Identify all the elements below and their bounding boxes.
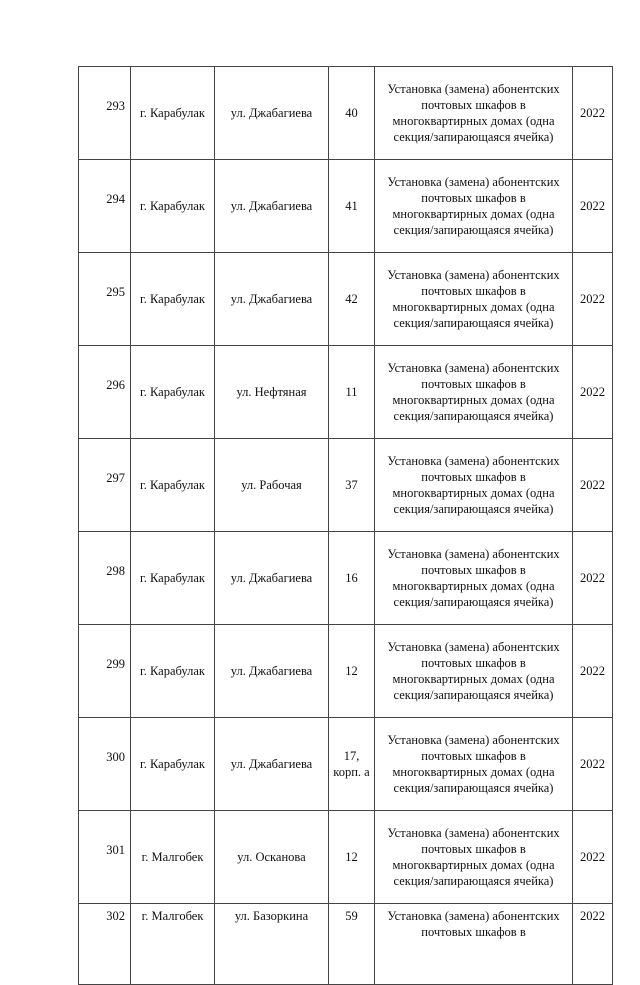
table-row bbox=[79, 625, 613, 718]
house-cell: 16 bbox=[329, 532, 375, 625]
street-cell: ул. Базоркина bbox=[215, 904, 329, 985]
house-cell: 12 bbox=[329, 625, 375, 718]
table-row bbox=[79, 253, 613, 346]
city-cell: г. Карабулак bbox=[131, 625, 215, 718]
street-cell: ул. Рабочая bbox=[215, 439, 329, 532]
city-cell: г. Малгобек bbox=[131, 811, 215, 904]
year-cell: 2022 bbox=[573, 625, 613, 718]
work-type-cell: Установка (замена) абонентских почтовых шкафов в многоквартирных домах (одна секция/запирающаяся ячейка) bbox=[375, 439, 573, 532]
year-cell: 2022 bbox=[573, 160, 613, 253]
table-row bbox=[79, 67, 613, 160]
work-type-cell: Установка (замена) абонентских почтовых шкафов в многоквартирных домах (одна секция/запирающаяся ячейка) bbox=[375, 253, 573, 346]
row-number: 295 bbox=[79, 253, 131, 346]
work-type-cell: Установка (замена) абонентских почтовых шкафов в многоквартирных домах (одна секция/запирающаяся ячейка) bbox=[375, 718, 573, 811]
row-number: 293 bbox=[79, 67, 131, 160]
row-number: 301 bbox=[79, 811, 131, 904]
street-cell: ул. Джабагиева bbox=[215, 718, 329, 811]
city-cell: г. Карабулак bbox=[131, 532, 215, 625]
house-cell: 17, корп. а bbox=[329, 718, 375, 811]
address-table-body bbox=[79, 67, 613, 985]
house-cell: 41 bbox=[329, 160, 375, 253]
street-cell: ул. Джабагиева bbox=[215, 625, 329, 718]
house-cell: 37 bbox=[329, 439, 375, 532]
house-cell: 12 bbox=[329, 811, 375, 904]
row-number: 294 bbox=[79, 160, 131, 253]
table-row bbox=[79, 439, 613, 532]
house-cell: 59 bbox=[329, 904, 375, 985]
city-cell: г. Карабулак bbox=[131, 718, 215, 811]
table-row bbox=[79, 811, 613, 904]
year-cell: 2022 bbox=[573, 67, 613, 160]
table-row bbox=[79, 160, 613, 253]
year-cell: 2022 bbox=[573, 253, 613, 346]
house-cell: 11 bbox=[329, 346, 375, 439]
year-cell: 2022 bbox=[573, 346, 613, 439]
street-cell: ул. Осканова bbox=[215, 811, 329, 904]
house-cell: 40 bbox=[329, 67, 375, 160]
city-cell: г. Карабулак bbox=[131, 160, 215, 253]
year-cell: 2022 bbox=[573, 718, 613, 811]
row-number: 296 bbox=[79, 346, 131, 439]
year-cell: 2022 bbox=[573, 904, 613, 985]
city-cell: г. Малгобек bbox=[131, 904, 215, 985]
year-cell: 2022 bbox=[573, 439, 613, 532]
year-cell: 2022 bbox=[573, 811, 613, 904]
year-cell: 2022 bbox=[573, 532, 613, 625]
table-row bbox=[79, 904, 613, 985]
street-cell: ул. Нефтяная bbox=[215, 346, 329, 439]
city-cell: г. Карабулак bbox=[131, 346, 215, 439]
work-type-cell: Установка (замена) абонентских почтовых шкафов в многоквартирных домах (одна секция/запирающаяся ячейка) bbox=[375, 532, 573, 625]
row-number: 300 bbox=[79, 718, 131, 811]
row-number: 299 bbox=[79, 625, 131, 718]
work-type-cell: Установка (замена) абонентских почтовых шкафов в многоквартирных домах (одна секция/запирающаяся ячейка) bbox=[375, 346, 573, 439]
work-type-cell: Установка (замена) абонентских почтовых шкафов в bbox=[375, 904, 573, 985]
work-type-cell: Установка (замена) абонентских почтовых шкафов в многоквартирных домах (одна секция/запирающаяся ячейка) bbox=[375, 811, 573, 904]
table-row bbox=[79, 346, 613, 439]
table-row bbox=[79, 718, 613, 811]
street-cell: ул. Джабагиева bbox=[215, 160, 329, 253]
city-cell: г. Карабулак bbox=[131, 439, 215, 532]
street-cell: ул. Джабагиева bbox=[215, 67, 329, 160]
row-number: 298 bbox=[79, 532, 131, 625]
address-table bbox=[78, 66, 613, 985]
street-cell: ул. Джабагиева bbox=[215, 253, 329, 346]
house-cell: 42 bbox=[329, 253, 375, 346]
row-number: 302 bbox=[79, 904, 131, 985]
city-cell: г. Карабулак bbox=[131, 67, 215, 160]
work-type-cell: Установка (замена) абонентских почтовых шкафов в многоквартирных домах (одна секция/запирающаяся ячейка) bbox=[375, 67, 573, 160]
work-type-cell: Установка (замена) абонентских почтовых шкафов в многоквартирных домах (одна секция/запирающаяся ячейка) bbox=[375, 160, 573, 253]
street-cell: ул. Джабагиева bbox=[215, 532, 329, 625]
table-row bbox=[79, 532, 613, 625]
work-type-cell: Установка (замена) абонентских почтовых шкафов в многоквартирных домах (одна секция/запирающаяся ячейка) bbox=[375, 625, 573, 718]
city-cell: г. Карабулак bbox=[131, 253, 215, 346]
row-number: 297 bbox=[79, 439, 131, 532]
